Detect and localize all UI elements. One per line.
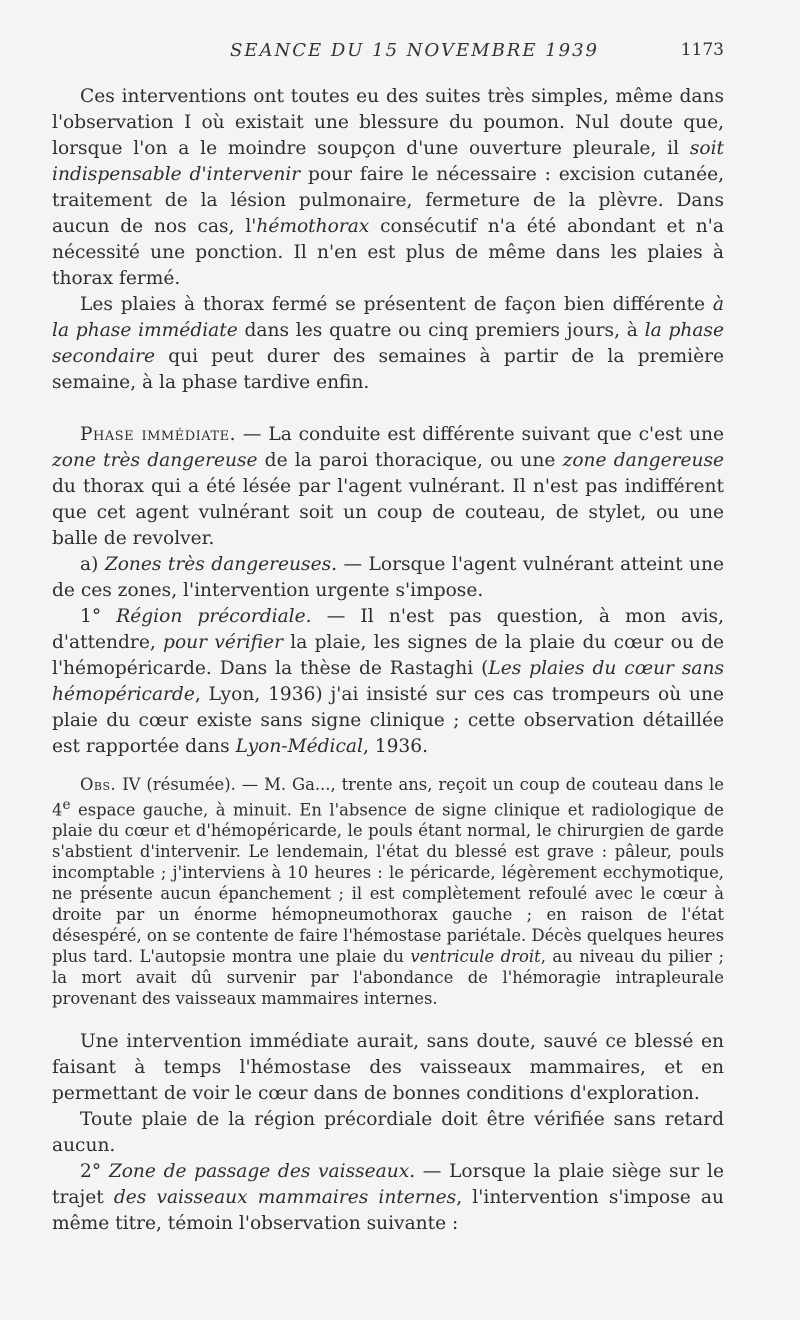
running-head: SEANCE DU 15 NOVEMBRE 1939 (230, 40, 600, 61)
paragraph-precordial-region: 1° Région précordiale. — Il n'est pas question, à mon avis, d'attendre, pour vérifier la plaie, les signes de la plaie du cœur ou de l'hémopéricarde. Dans la thèse de Rastaghi (Les plaies du cœur sans hémopéricarde, Lyon, 1936) j'ai insisté sur ces cas trompeurs où une plaie du cœur existe sans signe clinique ; cette observation détaillée est rapportée dans Lyon-Médical, 1936. (52, 606, 725, 757)
page-header (52, 40, 724, 64)
paragraph-verify-wound: Toute plaie de la région précordiale doit être vérifiée sans retard aucun. (52, 1109, 724, 1157)
body-text (52, 84, 724, 1237)
observation-label: Obs. (80, 775, 117, 794)
paragraph-very-dangerous-zones: a) Zones très dangereuses. — Lorsque l'agent vulnérant atteint une de ces zones, l'intervention urgente s'impose. (52, 554, 724, 601)
observation-iv: Obs. IV (résumée). — M. Ga..., trente ans, reçoit un coup de couteau dans le 4e espace gauche, à minuit. En l'absence de signe clinique et radiologique de plaie du cœur et d'hémopéricarde, le pouls étant normal, le chirurgien de garde s'abstient d'intervenir. Le lendemain, l'état du blessé est grave : pâleur, pouls incomptable ; j'interviens à 10 heures : le péricarde, légèrement ecchymotique, ne présente aucun épanchement ; il est complètement refoulé avec le cœur à droite par un énorme hémopneumothorax gauche ; en raison de l'état désespéré, on se contente de faire l'hémostase pariétale. Décès quelques heures plus tard. L'autopsie montra une plaie du ventricule droit, au niveau du pilier ; la mort avait dû survenir par l'abondance de l'hémoragie intrapleurale provenant des vaisseaux mammaires internes. (52, 775, 725, 1009)
paragraph-closed-thorax-phases: Les plaies à thorax fermé se présentent de façon bien différente à la phase immédiate dans les quatre ou cinq premiers jours, à la phase secondaire qui peut durer des semaines à partir de la première semaine, à la phase tardive enfin. (52, 294, 724, 393)
paragraph-vessel-zone: 2° Zone de passage des vaisseaux. — Lorsque la plaie siège sur le trajet des vaisseaux mammaires internes, l'intervention s'impose au même titre, témoin l'observation suivante : (52, 1161, 724, 1235)
page-number: 1173 (680, 40, 724, 60)
paragraph-open-thorax-results: Ces interventions ont toutes eu des suites très simples, même dans l'observation I où existait une blessure du poumon. Nul doute que, lorsque l'on a le moindre soupçon d'une ouverture pleurale, il soit indispensable d'intervenir pour faire le nécessaire : excision cutanée, traitement de la lésion pulmonaire, fermeture de la plèvre. Dans aucun de nos cas, l'hémothorax consécutif n'a été abondant et n'a nécessité une ponction. Il n'en est plus de même dans les plaies à thorax fermé. (52, 86, 724, 289)
paragraph-immediate-intervention: Une intervention immédiate aurait, sans doute, sauvé ce blessé en faisant à temps l'hémostase des vaisseaux mammaires, et en permettant de voir le cœur dans de bonnes conditions d'exploration. (52, 1031, 724, 1105)
section-heading: Phase immédiate. (80, 424, 237, 445)
paragraph-immediate-phase: Phase immédiate. — La conduite est différente suivant que c'est une zone très dangereuse de la paroi thoracique, ou une zone dangereuse du thorax qui a été lésée par l'agent vulnérant. Il n'est pas indifférent que cet agent vulnérant soit un coup de couteau, de stylet, ou une balle de revolver. (52, 424, 724, 549)
